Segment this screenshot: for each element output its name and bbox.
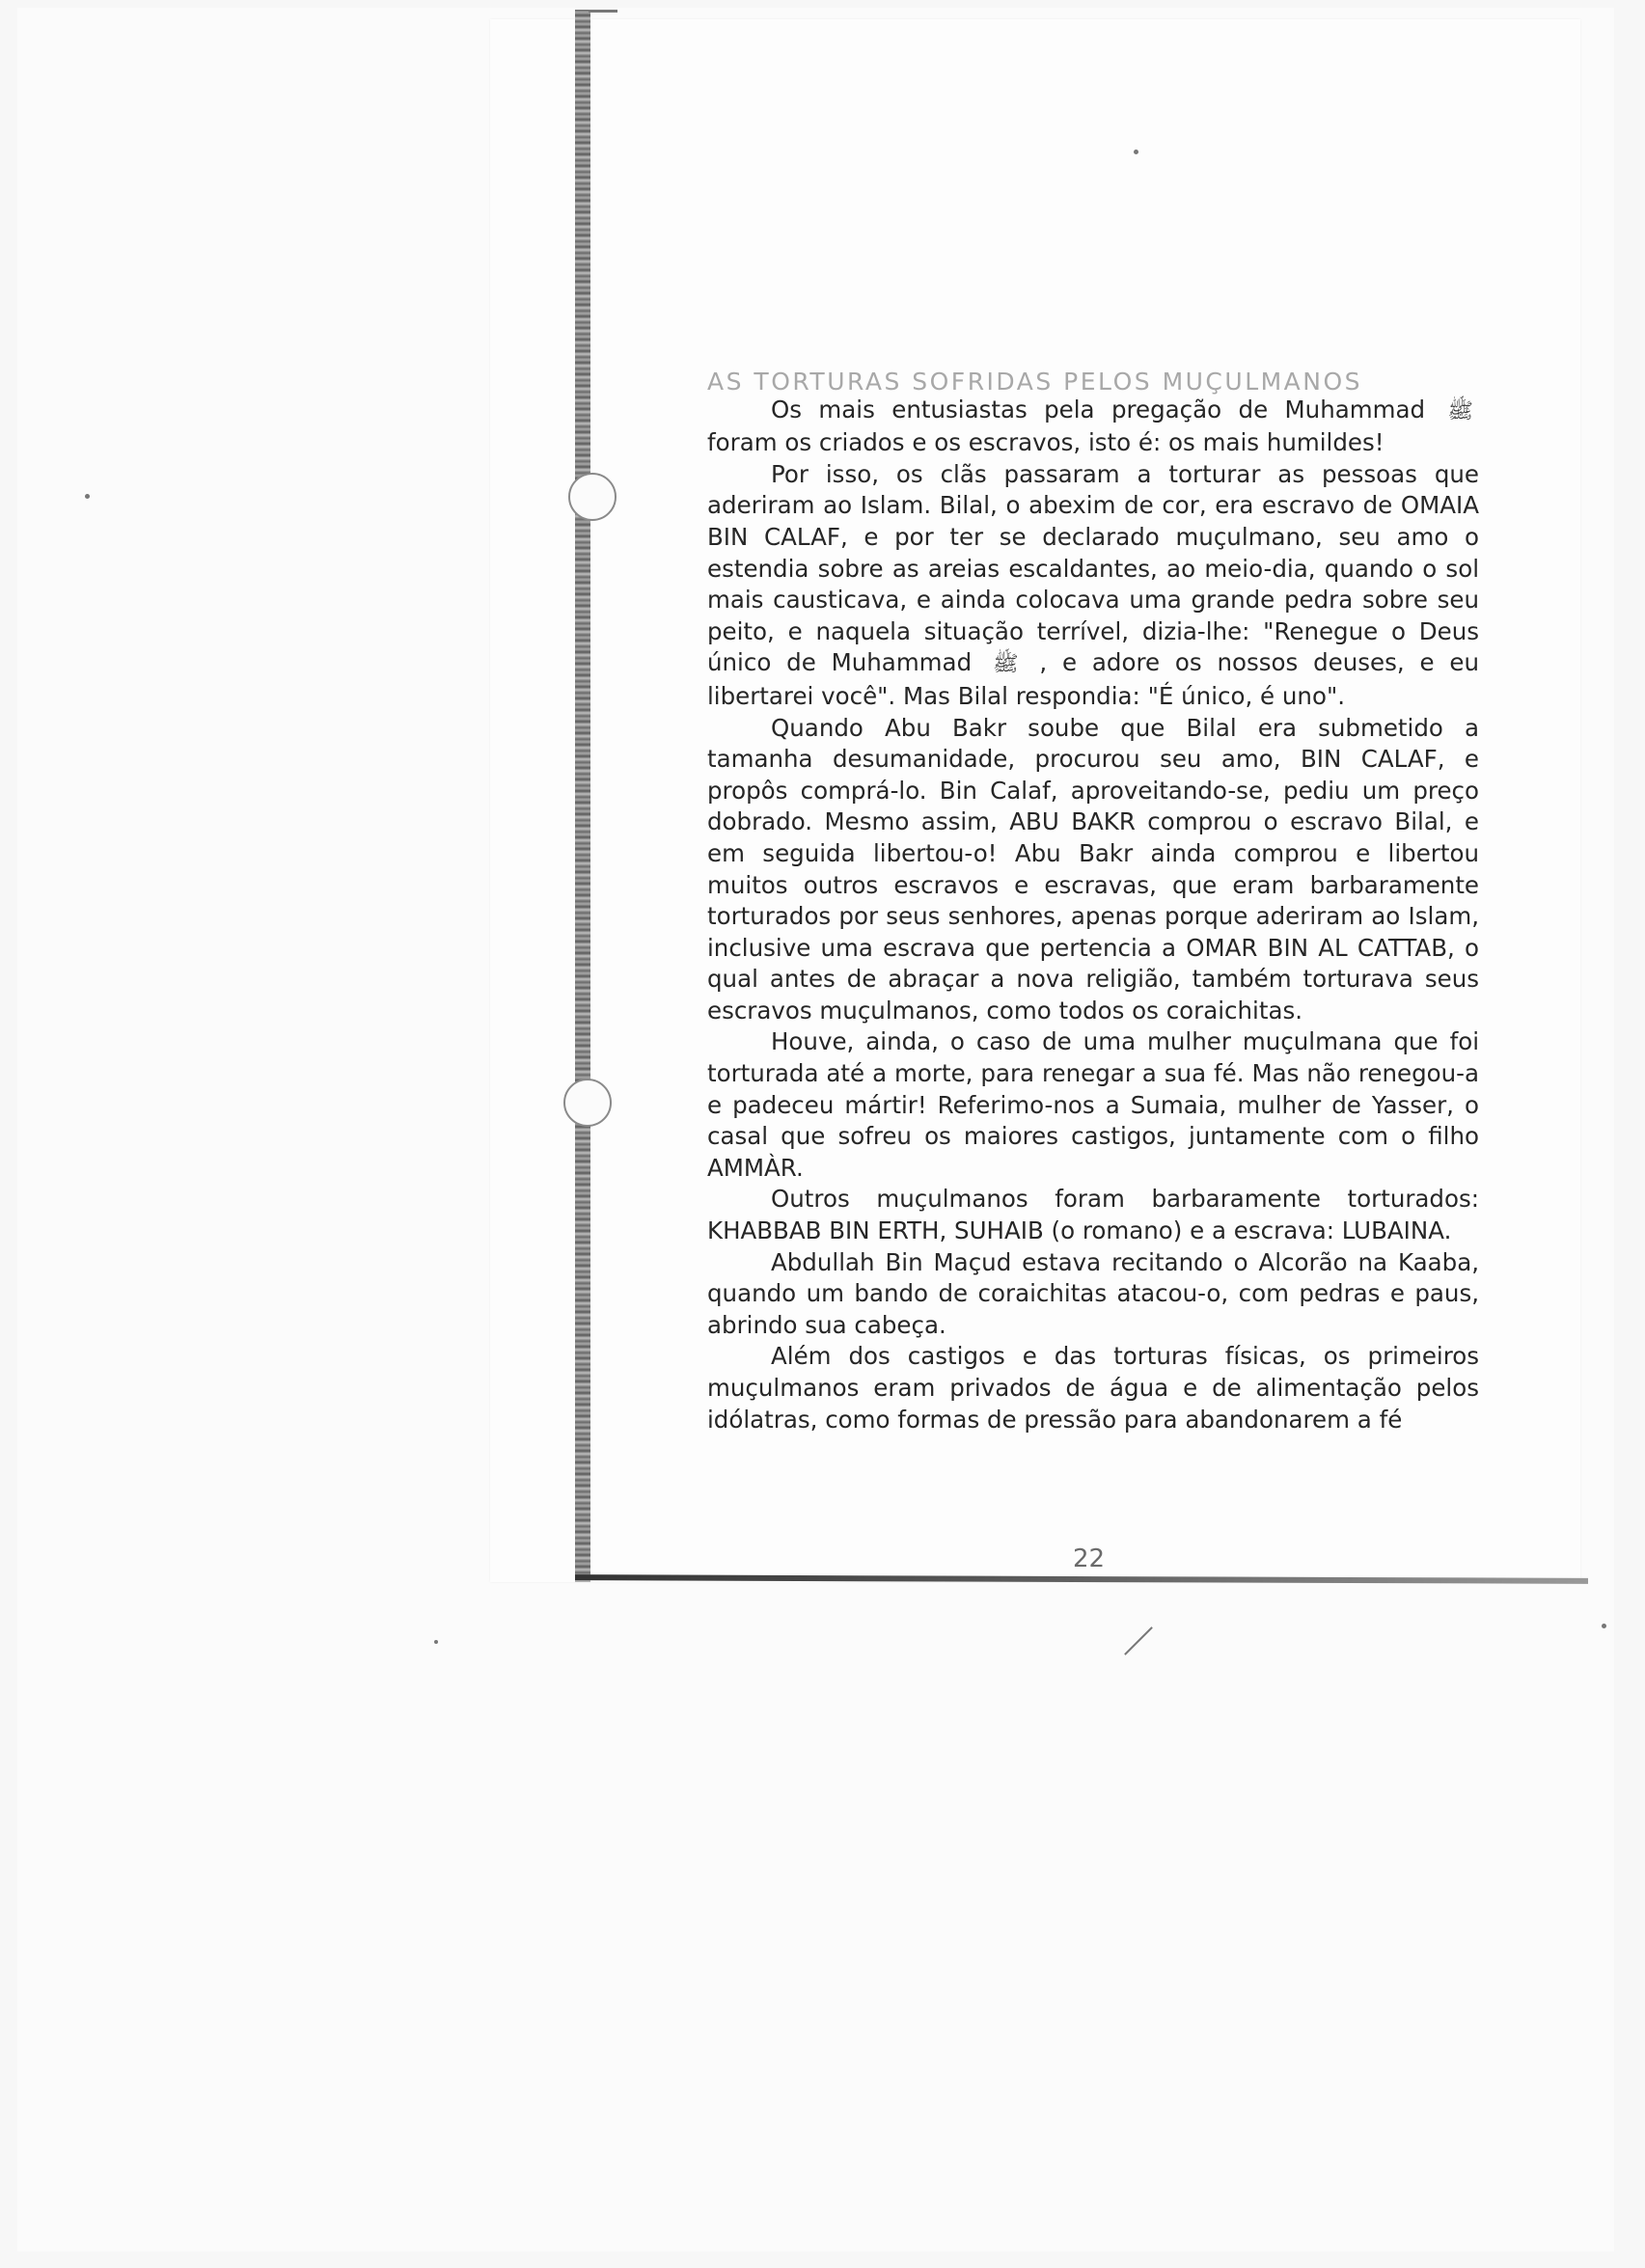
paragraph-6 [707,1247,1479,1342]
scan-speck [434,1640,438,1644]
page-number: 22 [1073,1544,1106,1573]
paragraph-2 [707,459,1479,713]
paragraph-7-text: Além dos castigos e das torturas físicas, os primeiros muçulmanos eram privados de água e de alimentação pelos idólatras, como formas de pressão para abandonarem a fé [707,1342,1479,1434]
punch-hole-top [568,473,617,521]
scan-speck [85,494,90,499]
paragraph-5 [707,1184,1479,1246]
paragraph-2-text-before: Por isso, os clãs passaram a torturar as pessoas que aderiram ao Islam. Bilal, o abexim de cor, era escravo de OMAIA BIN CALAF, e por ter se declarado muçulmano, seu amo o estendia sobre as areias escaldantes, ao meio-dia, quando o sol mais causticava, e ainda colocava uma grande pedra sobre seu peito, e naquela situação terrível, dizia-lhe: "Renegue o Deus único de Muhammad [707,459,1479,677]
paragraph-5-text: Outros muçulmanos foram barbaramente torturados: KHABBAB BIN ERTH, SUHAIB (o romano) e a escrava: LUBAINA. [707,1185,1479,1245]
paragraph-1-text-before: Os mais entusiastas pela pregação de Muhammad [771,395,1426,424]
paragraph-1 [707,395,1479,459]
spine-top-edge [589,10,617,13]
scan-speck [1602,1624,1606,1628]
document-body [707,367,1479,1435]
paragraph-4 [707,1026,1479,1184]
paragraph-4-text: Houve, ainda, o caso de uma mulher muçulmana que foi torturada até a morte, para renegar a sua fé. Mas não renegou-a e padeceu mártir! Referimo-nos a Sumaia, mulher de Yasser, o casal que sofreu os maiores castigos, juntamente com o filho AMMÀR. [707,1027,1479,1182]
paragraph-1-text-after: foram os criados e os escravos, isto é: os mais humildes! [707,428,1385,457]
paragraph-3-text: Quando Abu Bakr soube que Bilal era submetido a tamanha desumanidade, procurou seu amo, BIN CALAF, e propôs comprá-lo. Bin Calaf, aproveitando-se, pediu um preço dobrado. Mesmo assim, ABU BAKR comprou o escravo Bilal, e em seguida libertou-o! Abu Bakr ainda comprou e libertou muitos outros escravos e escravas, que eram barbaramente torturados por seus senhores, apenas porque aderiram ao Islam, inclusive uma escrava que pertencia a OMAR BIN AL CATTAB, o qual antes de abraçar a nova religião, também torturava seus escravos muçulmanos, como todos os coraichitas. [707,713,1479,1025]
salutation-emblem-icon: ﷺ [1447,398,1473,424]
punch-hole-bottom [563,1079,612,1127]
paragraph-3 [707,713,1479,1027]
paragraph-6-text: Abdullah Bin Maçud estava recitando o Alcorão na Kaaba, quando um bando de coraichitas atacou-o, com pedras e paus, abrindo sua cabeça. [707,1247,1479,1339]
book-spine-shadow [575,10,590,1582]
section-heading: AS TORTURAS SOFRIDAS PELOS MUÇULMANOS [707,368,1363,396]
salutation-emblem-icon: ﷺ [992,652,1019,677]
paragraph-2-text-after: , e adore os nossos deuses, e eu libertarei você". Mas Bilal respondia: "É único, é uno". [707,648,1480,710]
scan-speck [1134,150,1138,154]
paragraph-7 [707,1341,1479,1435]
